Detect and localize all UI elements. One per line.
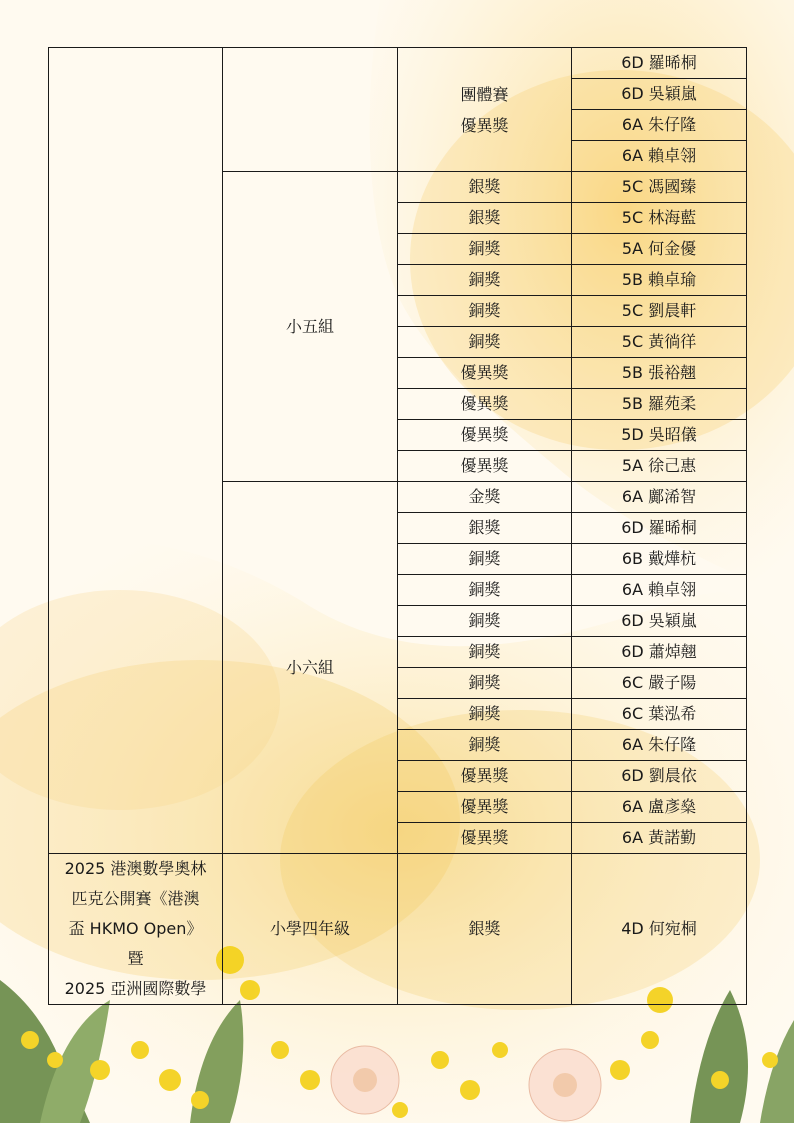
student-cell: 6D 吳穎嵐: [572, 79, 747, 110]
award-cell: 銅獎: [398, 668, 572, 699]
award-cell: 銅獎: [398, 327, 572, 358]
awards-table: [48, 47, 747, 1005]
competition-line: 2025 亞洲國際數學: [64, 979, 207, 998]
student-cell: 6B 戴燁杭: [572, 544, 747, 575]
competition-cell: [49, 854, 223, 1005]
student-cell: 6A 朱仔隆: [572, 730, 747, 761]
award-cell: 銅獎: [398, 265, 572, 296]
student-cell: 6D 羅晞桐: [572, 48, 747, 79]
award-cell: 優異獎: [398, 358, 572, 389]
award-cell: 銀獎: [398, 203, 572, 234]
student-cell: 5B 賴卓瑜: [572, 265, 747, 296]
competition-line: 匹克公開賽《港澳: [71, 889, 200, 908]
award-cell: 優異獎: [398, 451, 572, 482]
student-cell: 6A 賴卓翎: [572, 575, 747, 606]
team-award-cell: [398, 48, 572, 172]
team-award-line: 優異獎: [460, 115, 509, 135]
table-row: [49, 854, 747, 1005]
student-cell: 5C 馮國臻: [572, 172, 747, 203]
student-cell: 5B 張裕翹: [572, 358, 747, 389]
student-cell: 4D 何宛桐: [572, 854, 747, 1005]
group-cell-p5: 小五組: [223, 172, 398, 482]
award-cell: 銅獎: [398, 730, 572, 761]
student-cell: 6D 蕭焯翹: [572, 637, 747, 668]
team-award-line: 團體賽: [460, 84, 509, 104]
award-cell: 優異獎: [398, 792, 572, 823]
award-cell: 銀獎: [398, 172, 572, 203]
student-cell: 6A 鄺浠智: [572, 482, 747, 513]
student-cell: 6C 嚴子陽: [572, 668, 747, 699]
award-cell: 銅獎: [398, 544, 572, 575]
award-cell: 銀獎: [398, 513, 572, 544]
student-cell: 6A 朱仔隆: [572, 110, 747, 141]
group-cell-p6: 小六組: [223, 482, 398, 854]
student-cell: 5A 何金優: [572, 234, 747, 265]
student-cell: 6D 吳穎嵐: [572, 606, 747, 637]
group-cell-empty: [223, 48, 398, 172]
grade-cell: 小學四年級: [223, 854, 398, 1005]
competition-cell-empty: [49, 48, 223, 854]
student-cell: 6A 黃諾勤: [572, 823, 747, 854]
award-cell: 優異獎: [398, 823, 572, 854]
student-cell: 6A 賴卓翎: [572, 141, 747, 172]
student-cell: 5A 徐己惠: [572, 451, 747, 482]
award-cell: 銅獎: [398, 606, 572, 637]
student-cell: 5C 黃徜徉: [572, 327, 747, 358]
award-cell: 銅獎: [398, 699, 572, 730]
competition-line: 2025 港澳數學奧林: [64, 859, 207, 878]
award-cell: 銅獎: [398, 575, 572, 606]
student-cell: 6A 盧彥燊: [572, 792, 747, 823]
student-cell: 5C 林海藍: [572, 203, 747, 234]
student-cell: 5C 劉晨軒: [572, 296, 747, 327]
table-row: [49, 48, 747, 79]
award-cell: 優異獎: [398, 420, 572, 451]
competition-line: 暨: [127, 949, 144, 968]
student-cell: 6D 劉晨依: [572, 761, 747, 792]
competition-line: 盃 HKMO Open》: [68, 919, 203, 938]
student-cell: 5D 吳昭儀: [572, 420, 747, 451]
award-cell: 優異獎: [398, 761, 572, 792]
student-cell: 6C 葉泓希: [572, 699, 747, 730]
award-cell: 銅獎: [398, 637, 572, 668]
award-cell: 銀獎: [398, 854, 572, 1005]
award-cell: 優異獎: [398, 389, 572, 420]
award-cell: 銅獎: [398, 296, 572, 327]
student-cell: 5B 羅苑柔: [572, 389, 747, 420]
award-cell: 銅獎: [398, 234, 572, 265]
student-cell: 6D 羅晞桐: [572, 513, 747, 544]
award-cell: 金獎: [398, 482, 572, 513]
